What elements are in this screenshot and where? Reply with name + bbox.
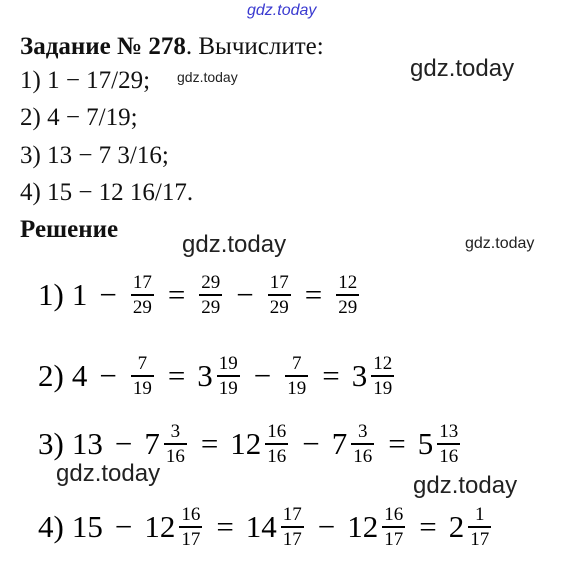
operand: 4 — [71, 358, 88, 393]
fraction: $\frac{3}{16}$ — [165, 421, 185, 467]
watermark: gdz.today — [182, 231, 287, 258]
equals-sign: = — [322, 358, 340, 393]
whole-part: 7 — [144, 426, 160, 461]
watermark: gdz.today — [247, 2, 317, 19]
whole-part: 2 — [448, 509, 465, 544]
whole-part: 14 — [245, 509, 277, 544]
fraction: $\frac{17}{29}$ — [269, 272, 289, 318]
minus-sign: − — [114, 509, 133, 544]
fraction: $\frac{7}{19}$ — [287, 353, 307, 399]
task-label: Задание № 278 — [20, 33, 186, 60]
whole-part: 12 — [347, 509, 379, 544]
watermark: gdz.today — [465, 235, 535, 252]
equals-sign: = — [167, 277, 186, 312]
fraction: $\frac{29}{29}$ — [201, 272, 221, 318]
minus-sign: − — [99, 358, 117, 393]
operand: 15 — [71, 509, 103, 544]
whole-part: 5 — [417, 426, 434, 461]
fraction: $\frac{3}{16}$ — [353, 421, 373, 467]
operand: 13 — [71, 426, 103, 461]
minus-sign: − — [317, 509, 336, 544]
task-item: 1) 1 − 17/29; — [20, 67, 151, 94]
row-label: 3) — [38, 426, 64, 461]
whole-part: 12 — [144, 509, 176, 544]
minus-sign: − — [236, 277, 254, 312]
whole-part: 12 — [230, 426, 262, 461]
fraction: $\frac{19}{19}$ — [218, 353, 238, 399]
whole-part: 3 — [197, 358, 213, 393]
watermark: gdz.today — [410, 55, 515, 82]
watermark: gdz.today — [56, 460, 161, 487]
equals-sign: = — [304, 277, 323, 312]
fraction: $\frac{16}{17}$ — [384, 504, 404, 550]
result-fraction: $\frac{13}{16}$ — [439, 421, 459, 467]
solution-heading: Решение — [20, 216, 119, 243]
row-label: 4) — [38, 509, 64, 544]
result-fraction: $\frac{12}{19}$ — [373, 353, 393, 399]
fraction: $\frac{16}{16}$ — [267, 421, 287, 467]
row-label: 1) — [38, 277, 64, 312]
minus-sign: − — [302, 426, 320, 461]
row-label: 2) — [38, 358, 64, 393]
solution-row — [38, 265, 361, 325]
fraction: $\frac{17}{17}$ — [282, 504, 302, 550]
equals-sign: = — [388, 426, 406, 461]
task-item: 3) 13 − 7 3/16; — [20, 142, 169, 169]
solution-row — [38, 497, 493, 557]
minus-sign: − — [114, 426, 133, 461]
operand: 1 — [71, 277, 88, 312]
task-item: 4) 15 − 12 16/17. — [20, 179, 194, 206]
whole-part: 7 — [331, 426, 348, 461]
watermark: gdz.today — [413, 472, 518, 499]
fraction: $\frac{17}{29}$ — [132, 272, 152, 318]
equals-sign: = — [419, 509, 437, 544]
fraction: $\frac{7}{19}$ — [132, 353, 152, 399]
watermark: gdz.today — [177, 69, 238, 85]
equals-sign: = — [167, 358, 186, 393]
result-fraction: $\frac{12}{29}$ — [338, 272, 358, 318]
equals-sign: = — [200, 426, 219, 461]
result-fraction: $\frac{1}{17}$ — [470, 504, 490, 550]
solution-row — [38, 346, 396, 406]
solution-row — [38, 414, 462, 474]
task-title — [20, 33, 324, 61]
whole-part: 3 — [351, 358, 368, 393]
minus-sign: − — [253, 358, 272, 393]
task-item: 2) 4 − 7/19; — [20, 104, 138, 131]
fraction: $\frac{16}{17}$ — [181, 504, 201, 550]
task-text: . Вычислите: — [185, 33, 324, 60]
minus-sign: − — [99, 277, 117, 312]
equals-sign: = — [216, 509, 234, 544]
